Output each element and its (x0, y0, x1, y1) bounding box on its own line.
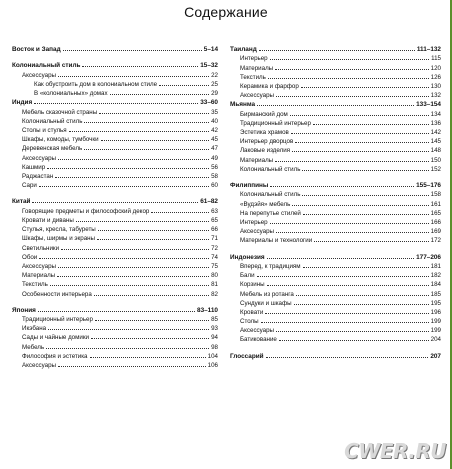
page-number: 165 (430, 209, 441, 217)
toc-entry (12, 243, 218, 252)
dot-leader (276, 90, 429, 97)
page-number: 58 (211, 173, 218, 181)
entry-title: Батикование (240, 336, 277, 344)
section-spacer (12, 298, 218, 305)
entry-title: Аксессуары (22, 362, 56, 370)
toc-entry (12, 252, 218, 261)
section-title: Глоссарий (230, 352, 264, 360)
entry-title: Интерьер (240, 55, 268, 63)
page-number: 142 (430, 129, 441, 137)
section-title: Филиппины (230, 182, 269, 190)
watermark-logo: CWER.RU (344, 439, 446, 463)
section-spacer (230, 245, 441, 252)
page-number: 134 (430, 110, 441, 118)
toc-entry (12, 206, 218, 215)
toc-entry (12, 88, 218, 97)
page-number: 196 (430, 308, 441, 316)
dot-leader (55, 171, 209, 178)
entry-title: Кровати (240, 308, 264, 316)
toc-entry (12, 342, 218, 351)
entry-title: Икэбана (22, 325, 47, 333)
entry-title: Аксессуары (240, 327, 274, 335)
toc-section-heading (230, 351, 441, 360)
dot-leader (58, 261, 209, 268)
page-number: 106 (207, 362, 218, 370)
dot-leader (275, 63, 429, 70)
toc-section-heading (12, 60, 218, 69)
dot-leader (294, 298, 429, 305)
toc-entry (230, 63, 441, 72)
page-number: 158 (430, 191, 441, 199)
entry-title: Аксессуары (240, 228, 274, 236)
toc-entry (230, 118, 441, 127)
dot-leader (295, 136, 428, 143)
toc-entry (12, 279, 218, 288)
dot-leader (268, 72, 429, 79)
page-number: 166 (430, 218, 441, 226)
entry-title: Интерьер (240, 218, 268, 226)
dot-leader (270, 180, 414, 187)
section-spacer (12, 189, 218, 196)
section-spacer (12, 53, 218, 60)
page-number: 133–154 (416, 101, 441, 109)
dot-leader (32, 196, 198, 203)
page-number: 63 (211, 207, 218, 215)
page-number: 120 (430, 64, 441, 72)
dot-leader (58, 70, 209, 77)
toc-entry (230, 307, 441, 316)
dot-leader (101, 134, 210, 141)
toc-entry (230, 199, 441, 208)
page-number: 152 (430, 165, 441, 173)
entry-title: На перепутье стилей (240, 209, 301, 217)
entry-title: Вперед, к традициям (240, 262, 301, 270)
dot-leader (303, 208, 429, 215)
entry-title: Кровати и диваны (22, 217, 74, 224)
page-number: 172 (430, 237, 441, 245)
dot-leader (302, 164, 428, 171)
toc-entry (230, 217, 441, 226)
entry-title: Материалы и технологии (240, 237, 313, 245)
toc-entry (230, 289, 441, 298)
toc-entry (12, 134, 218, 143)
page-number: 94 (211, 334, 218, 342)
entry-title: Лаковые изделия (240, 147, 291, 155)
dot-leader (276, 325, 429, 332)
page-number: 207 (430, 352, 441, 360)
page-number: 61–82 (200, 198, 218, 206)
entry-title: Корзины (240, 281, 265, 289)
dot-leader (259, 44, 415, 51)
dot-leader (267, 279, 429, 286)
dot-leader (91, 332, 209, 339)
dot-leader (151, 206, 209, 213)
toc-entry (230, 325, 441, 334)
toc-entry (230, 270, 441, 279)
toc-entry (230, 155, 441, 164)
page-number: 81 (211, 281, 218, 289)
toc-entry (230, 316, 441, 325)
toc-section-heading (12, 305, 218, 314)
page-number: 35 (211, 108, 218, 116)
dot-leader (99, 107, 209, 114)
page-number: 132 (430, 92, 441, 100)
page-number: 169 (430, 228, 441, 236)
page-number: 145 (430, 138, 441, 146)
page-number: 115 (431, 55, 441, 63)
toc-entry (12, 107, 218, 116)
page-number: 80 (211, 272, 218, 280)
page-number: 15–32 (200, 62, 218, 70)
entry-title: Интерьер дворцов (240, 138, 294, 146)
dot-leader (292, 199, 428, 206)
page-number: 177–206 (416, 253, 441, 261)
toc-entry (230, 235, 441, 244)
entry-title: Как обустроить дом в колониальном стиле (34, 80, 158, 88)
toc-entry (230, 164, 441, 173)
entry-title: Деревенская мебель (22, 145, 83, 153)
dot-leader (257, 99, 414, 106)
dot-leader (58, 360, 206, 367)
entry-title: Аксессуары (22, 262, 56, 270)
entry-title: Бали (240, 272, 255, 280)
entry-title: Аксессуары (240, 92, 274, 100)
dot-leader (47, 162, 209, 169)
toc-section-heading (12, 44, 218, 53)
page-number: 42 (211, 127, 218, 135)
page-title: Содержание (184, 4, 268, 20)
toc-entry (12, 180, 218, 189)
page-number: 161 (430, 200, 441, 208)
entry-title: «Вудэйя» мебель (240, 200, 291, 208)
entry-title: Сундуки и шкафы (240, 299, 292, 307)
page-number: 65 (211, 217, 218, 224)
dot-leader (61, 243, 209, 250)
toc-entry (12, 332, 218, 341)
entry-title: Материалы (240, 156, 274, 164)
entry-title: Колониальный стиль (240, 191, 301, 199)
toc-entry (230, 109, 441, 118)
page-number: 184 (430, 281, 441, 289)
entry-title: Мебель сказочной страны (22, 108, 98, 116)
dot-leader (110, 88, 210, 95)
entry-title: Столы (240, 318, 259, 326)
entry-title: Мебель из ротанга (240, 290, 294, 298)
entry-title: Говорящие предметы и философский декор (22, 207, 150, 215)
dot-leader (94, 289, 209, 296)
page-number: 5–14 (203, 46, 218, 53)
dot-leader (76, 215, 209, 222)
dot-leader (291, 127, 429, 134)
page-number: 126 (430, 73, 441, 81)
page-number: 47 (211, 145, 218, 153)
dot-leader (270, 53, 430, 60)
dot-leader (290, 109, 429, 116)
page-number: 199 (430, 327, 441, 335)
page-number: 150 (430, 156, 441, 164)
page-number: 56 (211, 163, 218, 171)
page-number: 72 (211, 244, 218, 252)
page-number: 93 (211, 325, 218, 333)
page-number: 75 (211, 262, 218, 270)
section-spacer (230, 344, 441, 351)
dot-leader (98, 224, 209, 231)
page-number: 185 (430, 290, 441, 298)
page-number: 182 (430, 272, 441, 280)
dot-leader (38, 305, 195, 312)
entry-title: Колониальный стиль (22, 117, 83, 125)
page-number: 45 (211, 136, 218, 144)
page-number: 49 (211, 154, 218, 162)
page-number: 25 (211, 80, 218, 88)
entry-title: Традиционный интерьер (240, 119, 311, 127)
dot-leader (63, 44, 202, 51)
page-number: 148 (430, 147, 441, 155)
dot-leader (313, 118, 429, 125)
dot-leader (46, 342, 209, 349)
dot-leader (39, 180, 209, 187)
toc-entry (12, 125, 218, 134)
dot-leader (261, 316, 429, 323)
dot-leader (302, 189, 428, 196)
entry-title: Философия и эстетика (22, 352, 88, 360)
entry-title: Традиционный интерьер (22, 316, 93, 324)
toc-column-left (12, 44, 218, 369)
toc-entry (230, 189, 441, 198)
toc-entry (12, 215, 218, 224)
dot-leader (301, 81, 429, 88)
entry-title: Колониальный стиль (240, 165, 301, 173)
page-number: 181 (430, 262, 441, 270)
entry-title: Эстетика храмов (240, 129, 289, 137)
entry-title: Раджастан (22, 173, 54, 181)
section-title: Япония (12, 306, 36, 314)
page-number: 82 (211, 290, 218, 298)
toc-entry (230, 136, 441, 145)
dot-leader (159, 79, 209, 86)
page-number: 33–60 (200, 99, 218, 107)
entry-title: Сады и чайные домики (22, 334, 90, 342)
toc-entry (12, 143, 218, 152)
toc-entry (230, 72, 441, 81)
page-number: 83–110 (197, 306, 218, 314)
dot-leader (69, 125, 209, 132)
toc-entry (12, 153, 218, 162)
entry-title: Сари (22, 182, 37, 190)
toc-entry (230, 226, 441, 235)
toc-entry (12, 351, 218, 360)
page-number: 74 (211, 253, 218, 261)
toc-entry (230, 298, 441, 307)
section-title: Таиланд (230, 46, 257, 53)
toc-entry (12, 314, 218, 323)
dot-leader (95, 314, 209, 321)
entry-title: Особенности интерьера (22, 290, 92, 298)
dot-leader (270, 217, 429, 224)
section-title: Мьянма (230, 101, 256, 109)
page-number: 98 (211, 343, 218, 351)
dot-leader (34, 97, 198, 104)
entry-title: Материалы (240, 64, 274, 72)
entry-title: Стулья, кресла, табуреты (22, 226, 96, 234)
toc-section-heading (230, 44, 441, 53)
toc-entry (12, 171, 218, 180)
toc-entry (12, 360, 218, 369)
toc-section-heading (230, 180, 441, 189)
section-title: Индия (12, 99, 33, 107)
dot-leader (57, 270, 209, 277)
dot-leader (90, 351, 206, 358)
section-title: Индонезия (230, 253, 265, 261)
page-number: 104 (207, 352, 218, 360)
page-number: 66 (211, 226, 218, 234)
entry-title: Шкафы, ширмы и экраны (22, 235, 95, 243)
dot-leader (292, 145, 429, 152)
toc-entry (12, 289, 218, 298)
page-number: 85 (211, 316, 218, 324)
entry-title: Столы и стулья (22, 127, 67, 135)
page-number: 60 (211, 182, 218, 190)
page-number: 111–132 (416, 46, 441, 53)
entry-title: Текстиль (22, 281, 48, 289)
toc-entry (230, 279, 441, 288)
toc-entry (12, 323, 218, 332)
dot-leader (314, 235, 428, 242)
toc-entry (230, 127, 441, 136)
dot-leader (275, 155, 429, 162)
toc-entry (230, 208, 441, 217)
dot-leader (84, 143, 209, 150)
page-number: 136 (430, 119, 441, 127)
toc-entry (12, 70, 218, 79)
page-number: 204 (430, 336, 441, 344)
dot-leader (48, 323, 209, 330)
toc-column-right (230, 44, 441, 360)
toc-section-heading (230, 252, 441, 261)
toc-entry (12, 79, 218, 88)
page-number: 29 (211, 90, 218, 98)
dot-leader (266, 351, 429, 358)
entry-title: Материалы (22, 272, 56, 280)
toc-section-heading (230, 99, 441, 108)
entry-title: Бирманский дом (240, 110, 288, 118)
page-number: 22 (211, 71, 218, 79)
section-title: Китай (12, 198, 31, 206)
dot-leader (303, 261, 429, 268)
toc-entry (230, 81, 441, 90)
toc-entry (230, 261, 441, 270)
toc-entry (230, 145, 441, 154)
toc-section-heading (12, 97, 218, 106)
toc-entry (12, 233, 218, 242)
page-number: 40 (211, 117, 218, 125)
toc-entry (12, 116, 218, 125)
entry-title: Керамика и фарфор (240, 82, 299, 90)
dot-leader (296, 289, 429, 296)
toc-entry (230, 90, 441, 99)
entry-title: Мебель (22, 343, 45, 351)
dot-leader (267, 252, 414, 259)
toc-entry (12, 270, 218, 279)
dot-leader (257, 270, 429, 277)
section-spacer (230, 173, 441, 180)
dot-leader (39, 252, 209, 259)
entry-title: Текстиль (240, 73, 266, 81)
toc-entry (12, 162, 218, 171)
dot-leader (82, 60, 198, 67)
entry-title: Аксессуары (22, 71, 56, 79)
entry-title: Светильники (22, 244, 60, 252)
entry-title: В «колониальных» домах (34, 90, 108, 98)
page-number: 130 (430, 82, 441, 90)
dot-leader (279, 334, 429, 341)
section-title: Колониальный стиль (12, 62, 81, 70)
toc-section-heading (12, 196, 218, 205)
dot-leader (58, 153, 209, 160)
entry-title: Обои (22, 253, 38, 261)
page-number: 155–176 (416, 182, 441, 190)
section-title: Восток и Запад (12, 46, 61, 53)
dot-leader (265, 307, 428, 314)
page-number: 199 (430, 318, 441, 326)
toc-entry (12, 224, 218, 233)
dot-leader (50, 279, 209, 286)
dot-leader (84, 116, 209, 123)
toc-entry (230, 53, 441, 62)
page-number: 195 (430, 299, 441, 307)
page-number: 71 (211, 235, 218, 243)
entry-title: Шкафы, комоды, тумбочки (22, 136, 99, 144)
dot-leader (276, 226, 429, 233)
entry-title: Аксессуары (22, 154, 56, 162)
toc-entry (12, 261, 218, 270)
dot-leader (97, 233, 209, 240)
entry-title: Кашмир (22, 163, 46, 171)
toc-entry (230, 334, 441, 343)
